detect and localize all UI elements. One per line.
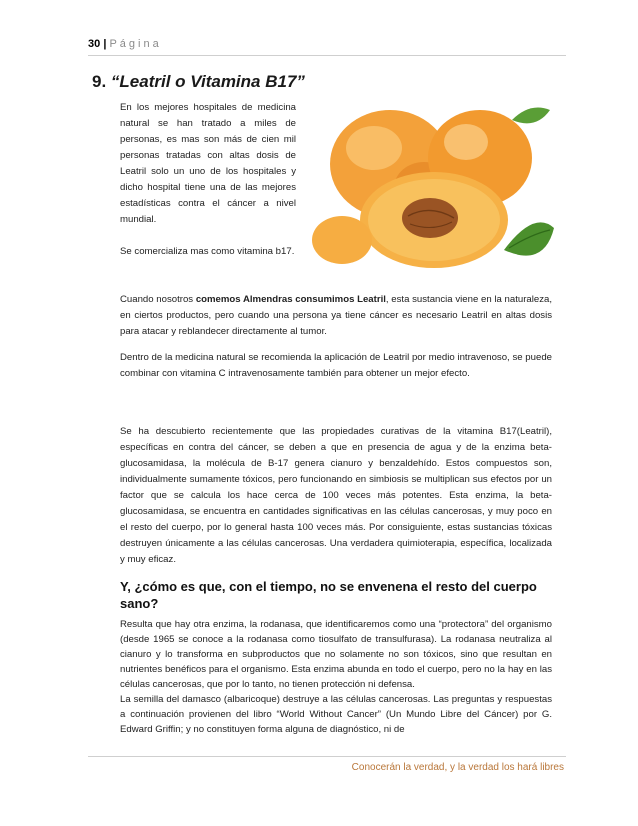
intro-paragraph-2: Se comercializa mas como vitamina b17. <box>120 246 295 257</box>
paragraph-intravenous: Dentro de la medicina natural se recomienda la aplicación de Leatril por medio intravenoso, se puede combinar con vitamina C intravenosamente también para obtener un mejor efecto. <box>120 352 552 379</box>
page-header <box>88 38 162 50</box>
intro-paragraph-1: En los mejores hospitales de medicina natural se han tratado a miles de personas, es mas son más de cien mil personas tratadas con altas dosis de Leatril solo un uno de los hospitales y dicho hospital tiene una de las mejores estadísticas contra el cáncer a nivel mundial. <box>120 102 296 225</box>
paragraph-almonds-bold: comemos Almendras consumimos Leatril <box>195 294 386 305</box>
section-number: 9. <box>92 72 107 91</box>
footer-text: Conocerán la verdad, y la verdad los hará libres <box>351 762 564 773</box>
paragraph-rodanasa: Resulta que hay otra enzima, la rodanasa, que identificaremos como una “protectora” del organismo (desde 1965 se conoce a la rodanasa como tiosulfato de transulfurasa). La rodanasa neutraliza al cianuro y lo transforma en subproductos que no solamente no son tóxicos, sino que resultan en nutrientes benéficos para el organismo. Esta enzima abunda en todo el cuerpo, pero no la hay en las células cancerosas, que por lo tanto, no tienen protección ni defensa. <box>120 619 552 690</box>
header-separator: | <box>103 38 107 50</box>
page-number: 30 <box>88 38 101 50</box>
paragraph-apricot-seed: La semilla del damasco (albaricoque) destruye a las células cancerosas. Las preguntas y respuestas a continuación provienen del libro “World Without Cancer” (Un Mundo Libre del Cáncer) por G. Edward Griffin; y no constituyen forma alguna de diagnóstico, ni de <box>120 694 552 735</box>
section-title-text: “Leatril o Vitamina B17” <box>110 72 305 91</box>
paragraph-almonds <box>120 292 552 340</box>
header-rule <box>88 55 566 56</box>
page-word: Página <box>109 38 162 50</box>
paragraph-b17-mechanism: Se ha descubierto recientemente que las propiedades curativas de la vitamina B17(Leatril), específicas en contra del cáncer, se deben a que en presencia de agua y de la enzima beta-glucosamidasa, la molécula de B-17 genera cianuro y benzaldehído. Estos compuestos son, individualmente sumamente tóxicos, pero funcionando en simbiosis se multiplican sus efectos por un factor que se calcula los hace cerca de 100 veces más potentes. Esta enzima, la beta-glucosamidasa, se encuentra en cantidades significativas en las células cancerosas, y muy poco en el resto del cuerpo, por lo general hasta 100 veces más. Por consiguiente, estas sustancias tóxicas destruyen únicamente a las células cancerosas. Una verdadera quimioterapia, específica, localizada y muy eficaz. <box>120 426 552 565</box>
section-title <box>92 72 305 92</box>
paragraph-almonds-b: , esta sustancia viene en la naturaleza, en ciertos productos, pero cuando una persona ya tiene cáncer es necesario Leatril en altas dosis para atacar y reblandecer directamente al tumor. <box>120 294 552 337</box>
paragraph-almonds-a: Cuando nosotros <box>120 294 196 305</box>
apricots-photo <box>304 100 556 278</box>
apricot-stone <box>402 198 458 238</box>
apricot-small <box>312 216 372 264</box>
footer-rule <box>88 756 566 757</box>
subheading-question: Y, ¿cómo es que, con el tiempo, no se envenena el resto del cuerpo sano? <box>120 579 537 611</box>
